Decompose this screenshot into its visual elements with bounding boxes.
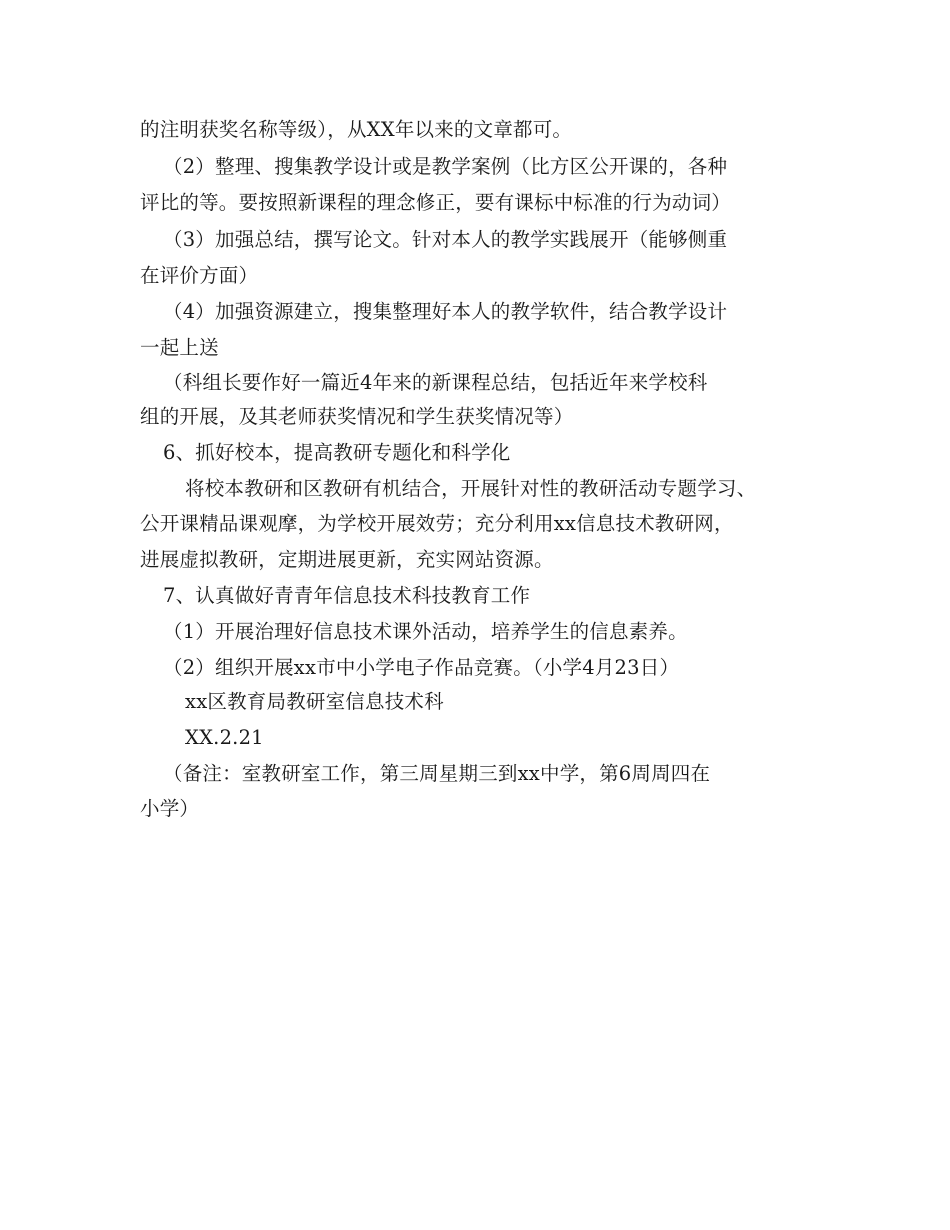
text-line: （4）加强资源建立，搜集整理好本人的教学软件，结合教学设计 (163, 300, 728, 323)
text-line: 的注明获奖名称等级），从XX年以来的文章都可。 (140, 118, 573, 141)
remark-line: 小学） (140, 797, 200, 820)
text-line: 在评价方面） (140, 264, 259, 287)
text-line: 评比的等。要按照新课程的理念修正，要有课标中标准的行为动词） (140, 191, 732, 214)
text-line: （科组长要作好一篇近4年来的新课程总结，包括近年来学校科 (163, 371, 708, 394)
text-line: （2）整理、搜集教学设计或是教学案例（比方区公开课的，各种 (163, 155, 728, 178)
text-line: 公开课精品课观摩，为学校开展效劳；充分利用xx信息技术教研网， (140, 512, 734, 535)
text-line: （3）加强总结，撰写论文。针对本人的教学实践展开（能够侧重 (163, 228, 728, 251)
text-line: 组的开展，及其老师获奖情况和学生获奖情况等） (140, 405, 574, 428)
text-line: （2）组织开展xx市中小学电子作品竞赛。（小学4月23日） (163, 656, 680, 679)
section-heading: 7、认真做好青青年信息技术科技教育工作 (163, 584, 531, 607)
signature-date: XX.2.21 (185, 726, 264, 749)
text-line: 进展虚拟教研，定期进展更新，充实网站资源。 (140, 548, 554, 571)
text-line: 一起上送 (140, 336, 219, 359)
text-line: （1）开展治理好信息技术课外活动，培养学生的信息素养。 (163, 620, 688, 643)
remark-line: （备注：室教研室工作，第三周星期三到xx中学，第6周周四在 (163, 762, 711, 785)
signature-organization: xx区教育局教研室信息技术科 (185, 690, 444, 713)
text-line: 将校本教研和区教研有机结合，开展针对性的教研活动专题学习、 (185, 477, 757, 500)
section-heading: 6、抓好校本，提高教研专题化和科学化 (163, 441, 511, 464)
